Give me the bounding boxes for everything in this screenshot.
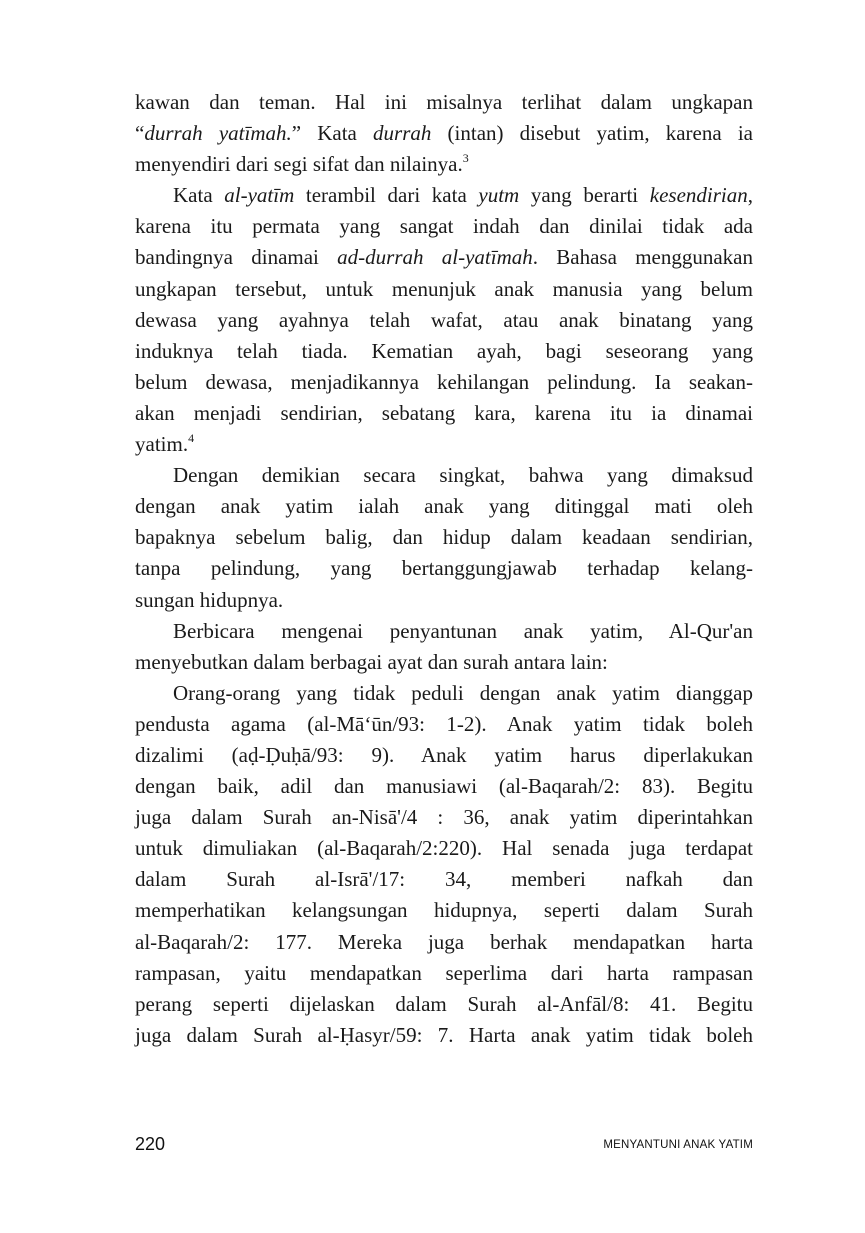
- text-line: Kata al-yatīm terambil dari kata yutm yang berarti kesendirian,: [173, 183, 753, 208]
- text-line: memperhatikan kelangsungan hidupnya, seperti dalam Surah: [135, 898, 753, 923]
- italic-term: durrah yatīmah.: [144, 121, 292, 146]
- text-line: Dengan demikian secara singkat, bahwa yang dimaksud: [173, 463, 753, 488]
- text-line: al-Baqarah/2: 177. Mereka juga berhak mendapatkan harta: [135, 929, 753, 954]
- text-line: yatim.$^4$: [135, 431, 195, 457]
- text-line: ungkapan tersebut, untuk menunjuk anak manusia yang belum: [135, 276, 753, 301]
- text-line: dizalimi (aḍ-Ḍuḥā/93: 9). Anak yatim harus diperlakukan: [135, 742, 753, 767]
- text-line: Orang-orang yang tidak peduli dengan anak yatim dianggap: [173, 680, 753, 705]
- text-line: akan menjadi sendirian, sebatang kara, karena itu ia dinamai: [135, 400, 753, 425]
- text-line: menyebutkan dalam berbagai ayat dan surah antara lain:: [135, 649, 608, 674]
- text-line: pendusta agama (al-Mā‘ūn/93: 1-2). Anak yatim tidak boleh: [135, 711, 753, 736]
- italic-term: kesendirian: [649, 183, 748, 208]
- italic-term: yutm: [478, 183, 520, 208]
- italic-term: al-yatīm: [224, 183, 295, 208]
- text-line: tanpa pelindung, yang bertanggungjawab terhadap kelang-: [135, 556, 753, 581]
- paragraph: [135, 180, 753, 460]
- text-line: “durrah yatīmah.” Kata durrah (intan) disebut yatim, karena ia: [135, 121, 754, 146]
- text-line: juga dalam Surah an-Nisā'/4 : 36, anak yatim diperintahkan: [135, 805, 753, 830]
- paragraph: [135, 87, 753, 180]
- footnote-marker[interactable]: 4: [188, 431, 195, 446]
- footnote-marker[interactable]: 3: [462, 151, 469, 166]
- text-line: Berbicara mengenai penyantunan anak yatim, Al-Qur'an: [173, 618, 753, 643]
- text-line: dalam Surah al-Isrā'/17: 34, memberi nafkah dan: [135, 867, 753, 892]
- text-line: perang seperti dijelaskan dalam Surah al-Anfāl/8: 41. Begitu: [135, 991, 753, 1016]
- paragraph: [135, 616, 753, 678]
- text-line: dengan baik, adil dan manusiawi (al-Baqarah/2: 83). Begitu: [135, 774, 753, 799]
- paragraph: [135, 460, 753, 615]
- text-line: rampasan, yaitu mendapatkan seperlima dari harta rampasan: [135, 960, 753, 985]
- italic-term: ad-durrah al-yatīmah: [337, 245, 533, 270]
- text-line: kawan dan teman. Hal ini misalnya terlihat dalam ungkapan: [135, 90, 753, 114]
- text-line: bapaknya sebelum balig, dan hidup dalam keadaan sendirian,: [135, 525, 753, 550]
- italic-term: durrah: [373, 121, 432, 146]
- text-line: juga dalam Surah al-Ḥasyr/59: 7. Harta anak yatim tidak boleh: [135, 1022, 753, 1047]
- page-number: 220: [135, 1134, 166, 1154]
- text-line: induknya telah tiada. Kematian ayah, bagi seseorang yang: [135, 338, 753, 363]
- text-line: dewasa yang ayahnya telah wafat, atau anak binatang yang: [135, 307, 753, 332]
- text-line: karena itu permata yang sangat indah dan dinilai tidak ada: [135, 214, 753, 239]
- text-line: sungan hidupnya.: [135, 587, 284, 612]
- body-text: [135, 87, 753, 1051]
- text-line: menyendiri dari segi sifat dan nilainya.$^3$: [135, 151, 469, 177]
- text-line: bandingnya dinamai ad-durrah al-yatīmah. Bahasa menggunakan: [135, 245, 753, 270]
- text-line: belum dewasa, menjadikannya kehilangan pelindung. Ia seakan-: [135, 369, 753, 394]
- paragraph: [135, 678, 753, 1051]
- text-line: untuk dimuliakan (al-Baqarah/2:220). Hal senada juga terdapat: [135, 836, 753, 861]
- running-title: MENYANTUNI ANAK YATIM: [603, 1139, 753, 1151]
- text-line: dengan anak yatim ialah anak yang ditinggal mati oleh: [135, 494, 753, 519]
